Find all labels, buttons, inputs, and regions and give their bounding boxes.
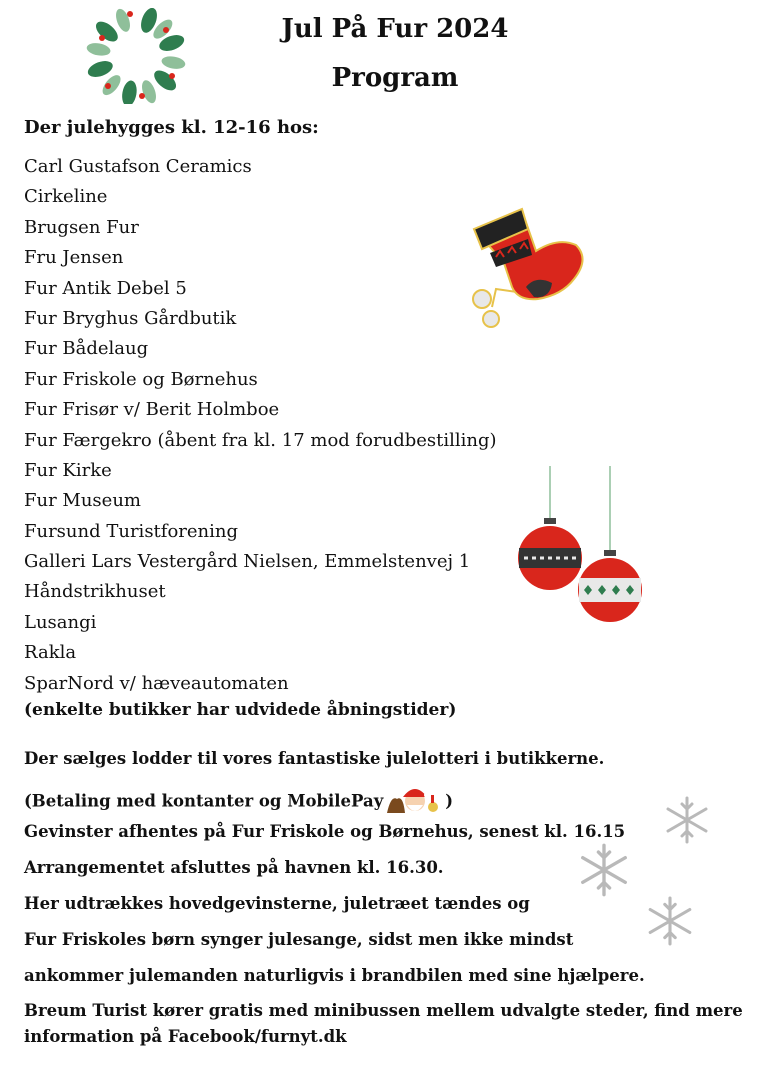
bus-text: Breum Turist kører gratis med minibussen mellem udvalgte steder, find mere information på Facebook/furnyt.dk (24, 1001, 743, 1046)
children-text: Fur Friskoles børn synger julesange, sidst men ikke mindst (24, 930, 574, 949)
payment-close: ) (445, 791, 454, 811)
list-item: Fur Bryghus Gårdbutik (24, 307, 237, 329)
list-item: Fur Kirke (24, 459, 112, 481)
ornament-icon (518, 466, 646, 632)
snowflake-icon (662, 795, 712, 845)
list-item: Rakla (24, 642, 77, 664)
end-text: Arrangementet afsluttes på havnen kl. 16.30. (24, 858, 444, 877)
list-item: Fur Bådelaug (24, 338, 149, 360)
list-item: Brugsen Fur (24, 216, 139, 238)
list-item: Håndstrikhuset (24, 581, 166, 603)
shop-list (24, 152, 497, 699)
opening-hours-note: (enkelte butikker har udvidede åbningstider) (24, 700, 457, 720)
santa-emoji-icon (385, 785, 443, 819)
draw-text: Her udtrækkes hovedgevinsterne, juletræet tændes og (24, 894, 530, 913)
page-subtitle: Program (331, 63, 459, 93)
list-item: Fru Jensen (24, 247, 124, 269)
page-title: Jul På Fur 2024 (281, 14, 509, 44)
lottery-text: Der sælges lodder til vores fantastiske julelotteri i butikkerne. (24, 749, 605, 768)
wreath-icon (84, 8, 188, 104)
list-item: Fursund Turistforening (24, 520, 239, 542)
list-item: Fur Frisør v/ Berit Holmboe (24, 399, 280, 421)
list-item: Carl Gustafson Ceramics (24, 156, 252, 177)
pickup-text: Gevinster afhentes på Fur Friskole og Børnehus, senest kl. 16.15 (24, 822, 626, 841)
list-item: Fur Færgekro (åbent fra kl. 17 mod forudbestilling) (24, 429, 497, 451)
stocking-icon (466, 203, 592, 329)
list-item: Fur Friskole og Børnehus (24, 368, 258, 390)
list-item: Fur Antik Debel 5 (24, 277, 187, 299)
list-item: Galleri Lars Vestergård Nielsen, Emmelstenvej 1 (24, 551, 471, 573)
list-item: Fur Museum (24, 490, 141, 512)
snowflake-icon (576, 842, 632, 898)
snowflake-icon (644, 895, 696, 947)
payment-line (24, 785, 453, 819)
list-item: SparNord v/ hæveautomaten (24, 672, 289, 694)
list-item: Cirkeline (24, 186, 108, 208)
list-item: Lusangi (24, 611, 97, 633)
intro-heading: Der julehygges kl. 12-16 hos: (24, 117, 319, 138)
santa-text: ankommer julemanden naturligvis i brandbilen med sine hjælpere. (24, 966, 645, 985)
payment-text: (Betaling med kontanter og MobilePay (24, 791, 384, 811)
